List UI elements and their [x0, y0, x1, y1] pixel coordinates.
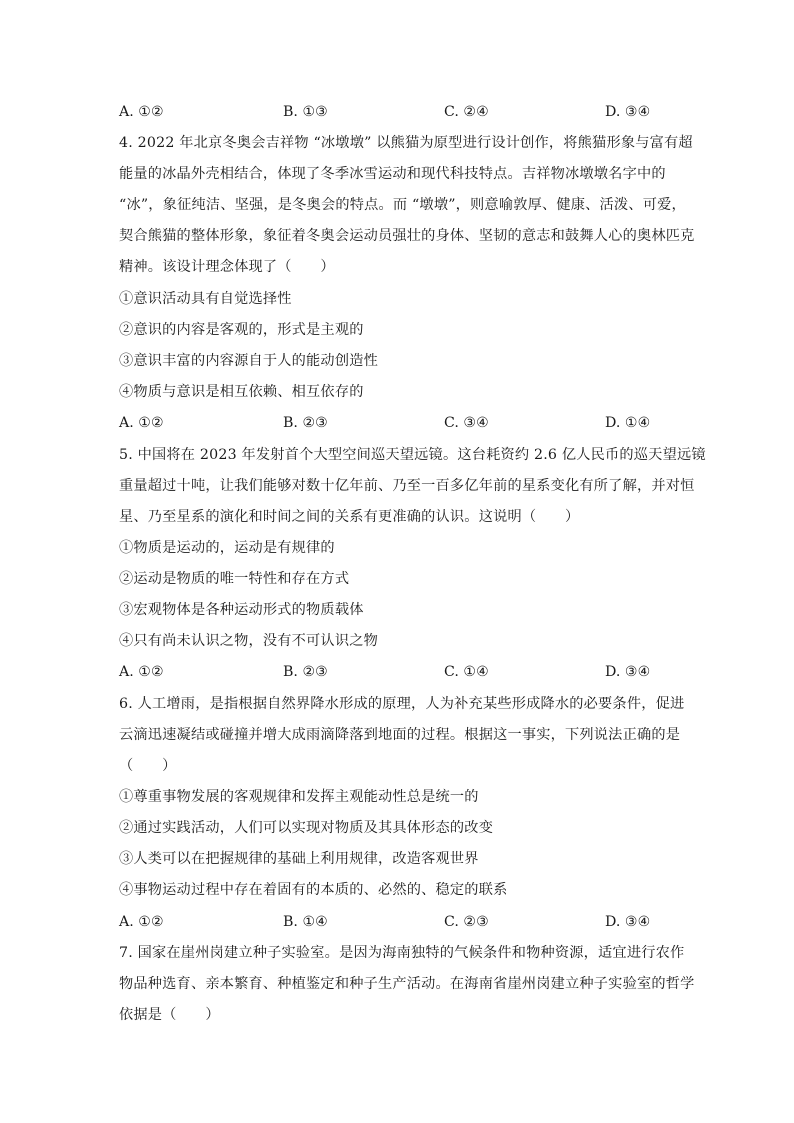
q6-stem-line: 云滴迅速凝结或碰撞并增大成雨滴降落到地面的过程。根据这一事实，下列说法正确的是: [119, 727, 681, 743]
q5-stem-line: 5. 中国将在 2023 年发射首个大型空间巡天望远镜。这台耗资约 2.6 亿人民币的巡天望远镜: [119, 447, 706, 463]
q3-options: [119, 102, 679, 122]
q4-stem-line: 能量的冰晶外壳相结合，体现了冬季冰雪运动和现代科技特点。吉祥物冰墩墩名字中的: [119, 166, 666, 182]
option-a: A. ①②: [119, 914, 164, 930]
q5-statement: ②运动是物质的唯一特性和存在方式: [119, 571, 350, 587]
option-a: A. ①②: [119, 664, 164, 680]
q6-statement: ④事物运动过程中存在着固有的本质的、必然的、稳定的联系: [119, 882, 508, 898]
q4-statement: ④物质与意识是相互依赖、相互依存的: [119, 384, 364, 400]
q4-statement: ①意识活动具有自觉选择性: [119, 291, 292, 307]
option-b: B. ①③: [283, 104, 328, 120]
option-c: C. ②④: [444, 104, 489, 120]
q4-stem-line: “冰”，象征纯洁、坚强，是冬奥会的特点。而 “墩墩”，则意喻敦厚、健康、活泼、可爱，: [119, 197, 686, 213]
q4-statement: ③意识丰富的内容源自于人的能动创造性: [119, 353, 378, 369]
option-b: B. ②③: [283, 415, 328, 431]
q6-options: [119, 912, 679, 932]
q5-stem-line: 星、乃至星系的演化和时间之间的关系有更准确的认识。这说明（ ）: [119, 509, 580, 525]
option-a: A. ①②: [119, 104, 164, 120]
q7-stem-line: 7. 国家在崖州岗建立种子实验室。是因为海南独特的气候条件和物种资源，适宜进行农作: [119, 945, 685, 961]
q6-stem-line: （ ）: [119, 758, 177, 774]
q7-stem-line: 依据是（ ）: [119, 1007, 220, 1023]
q7-stem-line: 物品种选育、亲本繁育、种植鉴定和种子生产活动。在海南省崖州岗建立种子实验室的哲学: [119, 976, 695, 992]
q6-statement: ①尊重事物发展的客观规律和发挥主观能动性总是统一的: [119, 789, 479, 805]
option-b: B. ①④: [283, 914, 328, 930]
option-d: D. ③④: [605, 664, 651, 680]
option-b: B. ②③: [283, 664, 328, 680]
q4-stem-line: 契合熊猫的整体形象，象征着冬奥会运动员强壮的身体、坚韧的意志和鼓舞人心的奥林匹克: [119, 228, 695, 244]
option-c: C. ①④: [444, 664, 489, 680]
q5-statement: ④只有尚未认识之物，没有不可认识之物: [119, 633, 378, 649]
q4-options: [119, 413, 679, 433]
option-d: D. ①④: [605, 415, 651, 431]
q4-stem-line: 精神。该设计理念体现了（ ）: [119, 259, 335, 275]
option-a: A. ①②: [119, 415, 164, 431]
option-c: C. ③④: [444, 415, 489, 431]
q4-statement: ②意识的内容是客观的，形式是主观的: [119, 322, 364, 338]
q6-statement: ③人类可以在把握规律的基础上利用规律，改造客观世界: [119, 851, 479, 867]
q6-stem-line: 6. 人工增雨，是指根据自然界降水形成的原理，人为补充某些形成降水的必要条件，促进: [119, 696, 685, 712]
q5-statement: ③宏观物体是各种运动形式的物质载体: [119, 602, 364, 618]
q5-statement: ①物质是运动的，运动是有规律的: [119, 540, 335, 556]
q5-options: [119, 662, 679, 682]
option-c: C. ②③: [444, 914, 489, 930]
option-d: D. ③④: [605, 914, 651, 930]
q4-stem-line: 4. 2022 年北京冬奥会吉祥物 “冰墩墩” 以熊猫为原型进行设计创作，将熊猫形象与富有超: [119, 135, 693, 151]
q5-stem-line: 重量超过十吨，让我们能够对数十亿年前、乃至一百多亿年前的星系变化有所了解，并对恒: [119, 478, 695, 494]
option-d: D. ③④: [605, 104, 651, 120]
q6-statement: ②通过实践活动，人们可以实现对物质及其具体形态的改变: [119, 820, 494, 836]
